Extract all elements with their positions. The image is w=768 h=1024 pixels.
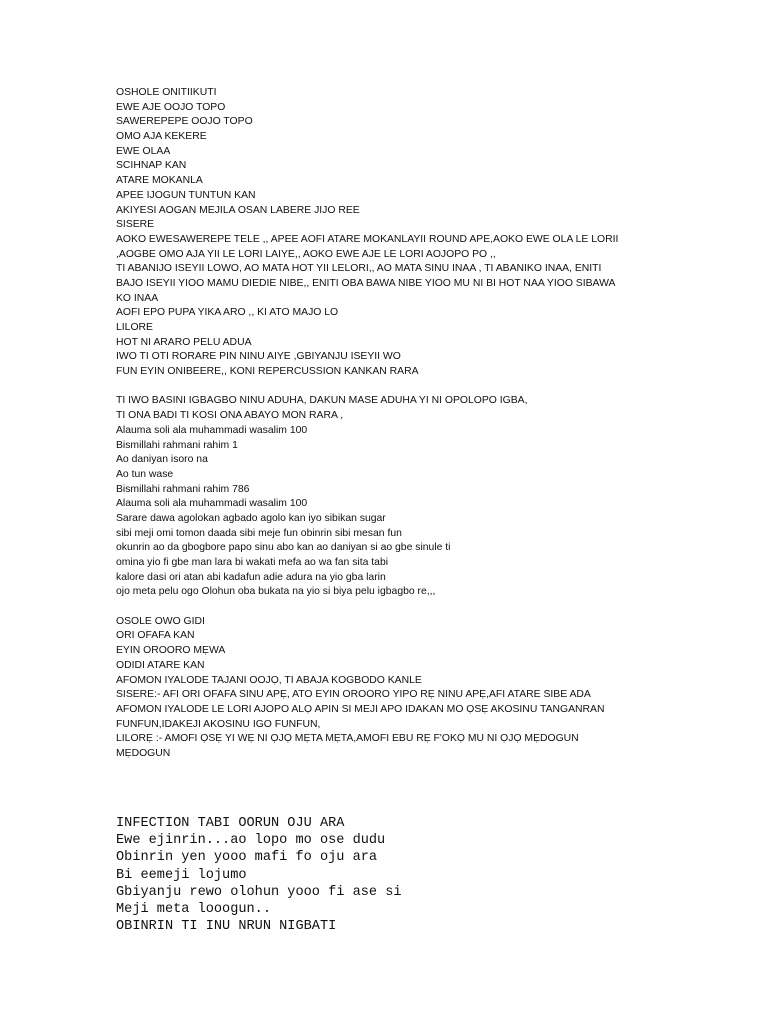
text-line: EWE OLAA bbox=[116, 145, 171, 157]
text-line: ojo meta pelu ogo Olohun oba bukata na yio si biya pelu igbagbo re,,, bbox=[116, 586, 436, 598]
text-line: INFECTION TABI OORUN OJU ARA bbox=[116, 816, 345, 831]
text-line: Alauma soli ala muhammadi wasalim 100 bbox=[116, 424, 308, 436]
text-line: Ao daniyan isoro na bbox=[116, 454, 208, 466]
recipe-text-block bbox=[116, 86, 756, 762]
text-line: ATARE MOKANLA bbox=[116, 175, 203, 187]
text-line: Bi eemeji lojumo bbox=[116, 867, 247, 883]
text-line: AFOMON IYALODE LE LORI AJOPO ALỌ APIN SI MEJI APO IDAKAN MO ỌSẸ AKOSINU TANGANRAN bbox=[116, 703, 605, 715]
text-line: sibi meji omi tomon daada sibi meje fun obinrin sibi mesan fun bbox=[116, 527, 402, 539]
text-line: OMO AJA KEKERE bbox=[116, 131, 207, 143]
text-line: Gbiyanju rewo olohun yooo fi ase si bbox=[116, 884, 402, 900]
text-line: Bismillahi rahmani rahim 1 bbox=[116, 439, 238, 451]
text-line: SCIHNAP KAN bbox=[116, 160, 187, 172]
text-line: Meji meta looogun.. bbox=[116, 901, 271, 917]
text-line: LILORE bbox=[116, 322, 153, 333]
text-line: SAWEREPEPE OOJO TOPO bbox=[116, 116, 253, 128]
text-line: APEE IJOGUN TUNTUN KAN bbox=[116, 189, 256, 201]
text-line: TI IWO BASINI IGBAGBO NINU ADUHA, DAKUN MASE ADUHA YI NI OPOLOPO IGBA, bbox=[116, 395, 528, 407]
text-line: omina yio fi gbe man lara bi wakati mefa ao wa fan sita tabi bbox=[116, 557, 389, 568]
text-line: OSOLE OWO GIDI bbox=[116, 615, 205, 627]
text-line: HOT NI ARARO PELU ADUA bbox=[116, 336, 252, 348]
text-line: okunrin ao da gbogbore papo sinu abo kan ao daniyan si ao gbe sinule ti bbox=[116, 542, 451, 554]
text-line: OBINRIN TI INU NRUN NIGBATI bbox=[116, 919, 337, 935]
text-line: AOKO EWESAWEREPE TELE ,, APEE AOFI ATARE MOKANLAYII ROUND APE,AOKO EWE OLA LE LORII bbox=[116, 233, 619, 245]
text-line: Bismillahi rahmani rahim 786 bbox=[116, 483, 250, 495]
text-line: OSHOLE ONITIIKUTI bbox=[116, 87, 217, 98]
text-line: kalore dasi ori atan abi kadafun adie adura na yio gba larin bbox=[116, 571, 386, 583]
text-line: EWE AJE OOJO TOPO bbox=[116, 101, 226, 113]
text-line: ,AOGBE OMO AJA YII LE LORI LAIYE,, AOKO EWE AJE LE LORI AOJOPO PO ,, bbox=[116, 248, 496, 260]
text-line: Obinrin yen yooo mafi fo oju ara bbox=[116, 850, 378, 866]
text-line: AOFI EPO PUPA YIKA ARO ,, KI ATO MAJO LO bbox=[116, 307, 339, 319]
infection-text-block bbox=[116, 815, 756, 935]
text-line: SISERE bbox=[116, 219, 155, 231]
text-line: SISERE:- AFI ORI OFAFA SINU APẸ, ATO EYIN OROORO YIPO RẸ NINU APẸ,AFI ATARE SIBE ADA bbox=[116, 689, 591, 701]
text-line: ODIDI ATARE KAN bbox=[116, 659, 205, 671]
text-line: Ao tun wase bbox=[116, 468, 174, 480]
text-line: IWO TI OTI RORARE PIN NINU AIYE ,GBIYANJU ISEYII WO bbox=[116, 351, 401, 363]
text-line: Alauma soli ala muhammadi wasalim 100 bbox=[116, 498, 308, 510]
text-line: TI ABANIJO ISEYII LOWO, AO MATA HOT YII LELORI,, AO MATA SINU INAA , TI ABANIKO INAA, ENITI bbox=[116, 263, 602, 275]
text-line: KO INAA bbox=[116, 292, 159, 304]
text-line: TI ONA BADI TI KOSI ONA ABAYO MON RARA , bbox=[116, 410, 344, 422]
text-line: EYIN OROORO MẸWA bbox=[116, 645, 226, 657]
text-line: AKIYESI AOGAN MEJILA OSAN LABERE JIJO REE bbox=[116, 204, 360, 216]
text-line: Ewe ejinrin...ao lopo mo ose dudu bbox=[116, 833, 386, 849]
text-line: LILORẸ :- AMOFI ỌSẸ YI WẸ NI ỌJỌ MẸTA MẸTA,AMOFI EBU RẸ F'OKỌ MU NI ỌJỌ MẸDOGUN bbox=[116, 733, 579, 745]
text-line: MẸDOGUN bbox=[116, 747, 171, 759]
text-line: FUN EYIN ONIBEERE,, KONI REPERCUSSION KANKAN RARA bbox=[116, 366, 419, 378]
text-line: Sarare dawa agolokan agbado agolo kan iyo sibikan sugar bbox=[116, 512, 386, 524]
text-line: BAJO ISEYII YIOO MAMU DIEDIE NIBE,, ENITI OBA BAWA NIBE YIOO MU NI BI HOT NAA YIOO SIBAWA bbox=[116, 277, 616, 289]
text-line: AFOMON IYALODE TAJANI OOJỌ, TI ABAJA KOGBODO KANLE bbox=[116, 674, 422, 686]
text-line bbox=[116, 380, 756, 395]
text-line bbox=[116, 600, 756, 615]
text-line: ORI OFAFA KAN bbox=[116, 630, 195, 642]
text-line: FUNFUN,IDAKEJI AKOSINU IGO FUNFUN, bbox=[116, 718, 321, 730]
